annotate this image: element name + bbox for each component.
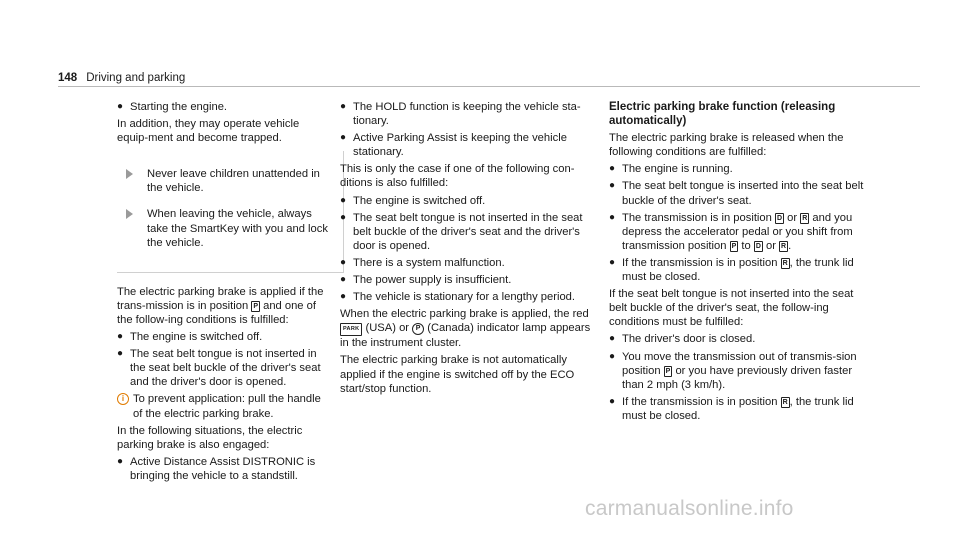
tip-item: When leaving the vehicle, always take the SmartKey with you and lock the vehicle.	[117, 207, 333, 249]
list-item: ● Active Distance Assist DISTRONIC is bringing the vehicle to a standstill.	[117, 455, 316, 482]
gear-p-symbol: P	[253, 302, 258, 310]
section-title: Driving and parking	[86, 72, 186, 84]
bullet-icon: ●	[609, 395, 616, 407]
arrow-right-icon	[126, 209, 133, 219]
bullet-icon: ●	[609, 333, 616, 345]
gear-d-symbol: D	[755, 242, 761, 250]
list-item: ● The engine is running.	[609, 163, 733, 176]
bullet-icon: ●	[340, 132, 347, 144]
bullet-icon: ●	[609, 211, 616, 223]
bullet-icon: ●	[340, 256, 347, 268]
bullet-icon: ●	[117, 101, 124, 112]
bullet-icon: ●	[117, 455, 124, 467]
list-item: ● The transmission is in position D or R and you depress the accelerator pedal or you shift from transmission position P to D or R .	[609, 211, 853, 252]
park-lamp-icon: PARK	[340, 323, 362, 336]
arrow-right-icon	[126, 169, 133, 179]
list-item: ● Starting the engine.	[117, 101, 228, 113]
section-heading: Electric parking brake function (releasing automatically)	[609, 101, 836, 128]
bullet-icon: ●	[609, 180, 616, 192]
paragraph: The electric parking brake is applied if the trans-mission is in position P and one of the follow-ing conditions is fulfilled:	[117, 285, 324, 326]
bullet-icon: ●	[117, 331, 124, 343]
gear-d-symbol: D	[776, 214, 783, 222]
list-item: ● The driver's door is closed.	[609, 333, 756, 346]
list-item: ● The seat belt tongue is not inserted in the seat belt buckle of the driver's seat and the driver's door is opened.	[340, 211, 583, 252]
bullet-icon: ●	[340, 274, 347, 286]
gear-r-symbol: R	[802, 214, 808, 222]
page-header	[58, 71, 920, 87]
paragraph: If the seat belt tongue is not inserted into the seat belt buckle of the driver's seat, the follow-ing conditions must be fulfilled:	[609, 288, 854, 329]
list-item: ● The engine is switched off.	[117, 331, 263, 344]
list-item: ● If the transmission is in position R , the trunk lid must be closed.	[609, 395, 854, 422]
list-item: ● If the transmission is in position R , the trunk lid must be closed.	[609, 256, 854, 284]
bullet-icon: ●	[340, 194, 347, 206]
list-item: ● The seat belt tongue is not inserted in the seat belt buckle of the driver's seat and the driver's door is opened.	[117, 348, 321, 389]
gear-p-symbol: P	[731, 242, 737, 250]
list-item: ● The HOLD function is keeping the vehicle sta-tionary.	[340, 101, 581, 128]
list-item: ● The engine is switched off.	[340, 194, 486, 207]
list-item: ● The power supply is insufficient.	[340, 274, 512, 287]
bullet-icon: ●	[340, 211, 347, 223]
gear-r-symbol: R	[781, 242, 787, 250]
list-item: ● The vehicle is stationary for a lengthy period.	[340, 291, 576, 304]
column-1	[117, 100, 332, 486]
paragraph: When the electric parking brake is applied, the red PARK (USA) or P (Canada) indicator lamp appears in the instrument cluster.	[340, 308, 591, 350]
paragraph: In the following situations, the electric parking brake is also engaged:	[117, 424, 303, 451]
gear-r-symbol: R	[782, 259, 788, 267]
info-note: i To prevent application: pull the handle of the electric parking brake.	[117, 392, 332, 420]
bullet-icon: ●	[340, 101, 347, 112]
brake-lamp-icon: P	[412, 323, 424, 335]
bullet-icon: ●	[609, 350, 616, 362]
paragraph: This is only the case if one of the following con-ditions is also fulfilled:	[340, 163, 575, 190]
paragraph: In addition, they may operate vehicle equip-ment and become trapped.	[117, 118, 300, 145]
column-3	[609, 100, 871, 426]
paragraph: The electric parking brake is not automatically applied if the engine is switched off by the ECO start/stop function.	[340, 354, 575, 395]
page-number: 148	[58, 72, 78, 84]
list-item: ● The seat belt tongue is inserted into the seat belt buckle of the driver's seat.	[609, 180, 864, 207]
tip-item: Never leave children unattended in the vehicle.	[117, 167, 333, 195]
watermark: carmanualsonline.info	[585, 497, 794, 520]
column-2	[340, 100, 600, 399]
bullet-icon: ●	[609, 163, 616, 175]
bullet-icon: ●	[117, 348, 124, 360]
list-item: ● There is a system malfunction.	[340, 256, 505, 269]
paragraph: The electric parking brake is released when the following conditions are fulfilled:	[609, 132, 844, 159]
bullet-icon: ●	[609, 256, 616, 268]
list-item: ● You move the transmission out of transmis-sion position P or you have previously driven faster than 2 mph (3 km/h).	[609, 350, 857, 391]
info-icon: i	[117, 393, 129, 405]
gear-r-symbol: R	[782, 398, 788, 406]
warning-box	[117, 151, 347, 272]
gear-p-symbol: P	[665, 367, 671, 375]
list-item: ● Active Parking Assist is keeping the vehicle stationary.	[340, 132, 567, 159]
bullet-icon: ●	[340, 291, 347, 303]
